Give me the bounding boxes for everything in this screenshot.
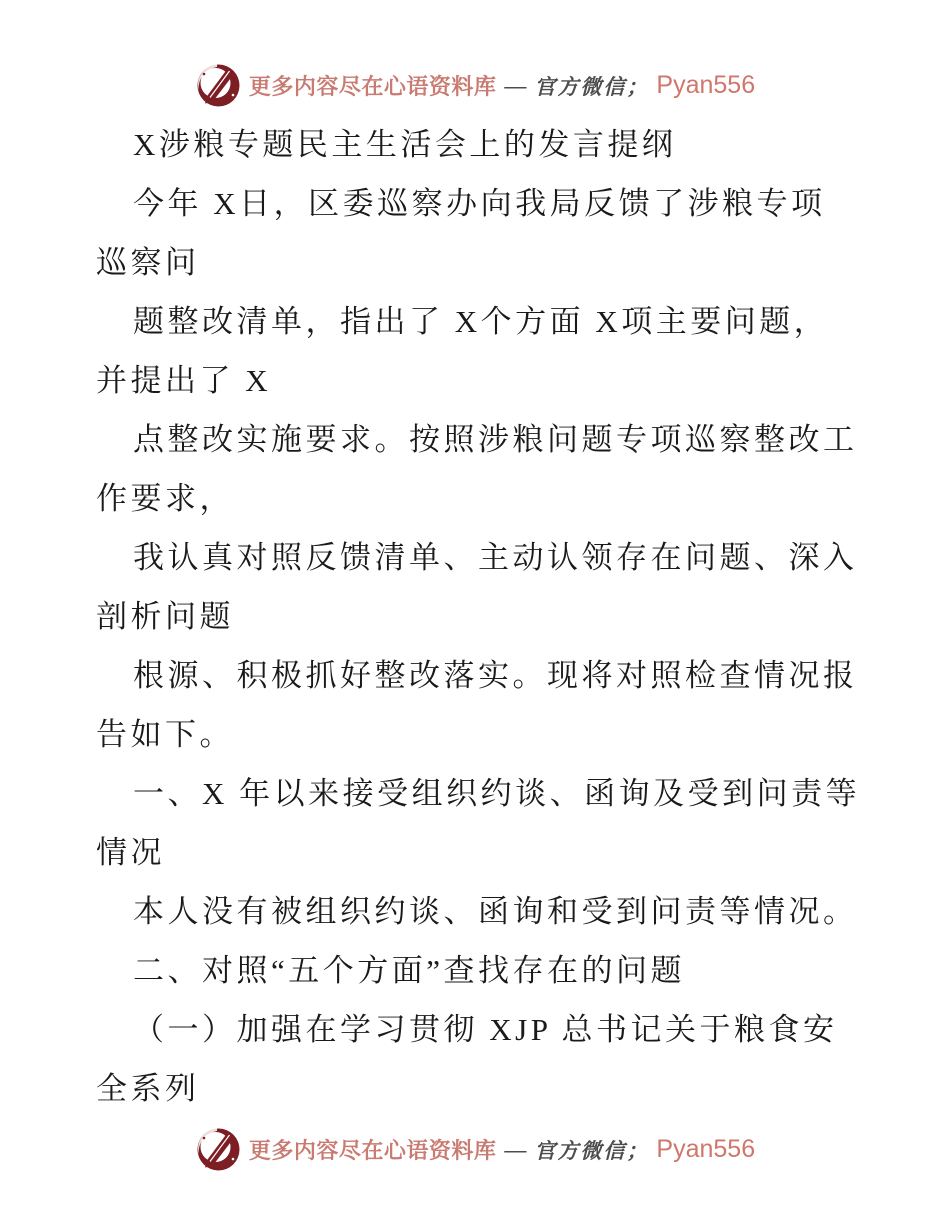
text-line: 今年 X日，区委巡察办向我局反馈了涉粮专项 xyxy=(133,186,826,221)
text-line: 情况 xyxy=(96,835,165,870)
text-line: 点整改实施要求。按照涉粮问题专项巡察整改工 xyxy=(133,422,858,457)
separator-dash: — xyxy=(504,1136,527,1162)
pen-circle-logo-icon xyxy=(195,62,242,109)
text-line: 作要求， xyxy=(96,481,234,516)
brand-text: 更多内容尽在心语资料库 xyxy=(248,1138,497,1163)
header-watermark xyxy=(0,0,950,109)
pen-circle-logo-icon xyxy=(195,1126,242,1173)
text-line: 二、对照“五个方面”查找存在的问题 xyxy=(133,953,686,988)
wechat-id: Pyan556 xyxy=(656,71,756,99)
text-line: 一、X 年以来接受组织约谈、函询及受到问责等 xyxy=(133,776,861,811)
wechat-label: 官方微信； xyxy=(534,74,650,99)
wechat-id: Pyan556 xyxy=(656,1135,756,1163)
text-line: 根源、积极抓好整改落实。现将对照检查情况报 xyxy=(133,658,858,693)
text-line: 剖析问题 xyxy=(96,599,234,634)
document-body xyxy=(0,115,950,1118)
text-line: 全系列 xyxy=(96,1071,200,1106)
text-line: 我认真对照反馈清单、主动认领存在问题、深入 xyxy=(133,540,858,575)
wechat-label: 官方微信； xyxy=(534,1138,650,1163)
separator-dash: — xyxy=(504,72,527,98)
text-line: 本人没有被组织约谈、函询和受到问责等情况。 xyxy=(133,894,858,929)
text-line: 题整改清单，指出了 X个方面 X项主要问题， xyxy=(133,304,829,339)
footer-watermark xyxy=(0,1126,950,1173)
text-line: （一）加强在学习贯彻 XJP 总书记关于粮食安 xyxy=(133,1012,838,1047)
text-line: 告如下。 xyxy=(96,717,234,752)
text-line: 巡察问 xyxy=(96,245,200,280)
text-line: 并提出了 X xyxy=(96,363,272,398)
text-line: X涉粮专题民主生活会上的发言提纲 xyxy=(133,127,677,162)
brand-text: 更多内容尽在心语资料库 xyxy=(248,74,497,99)
